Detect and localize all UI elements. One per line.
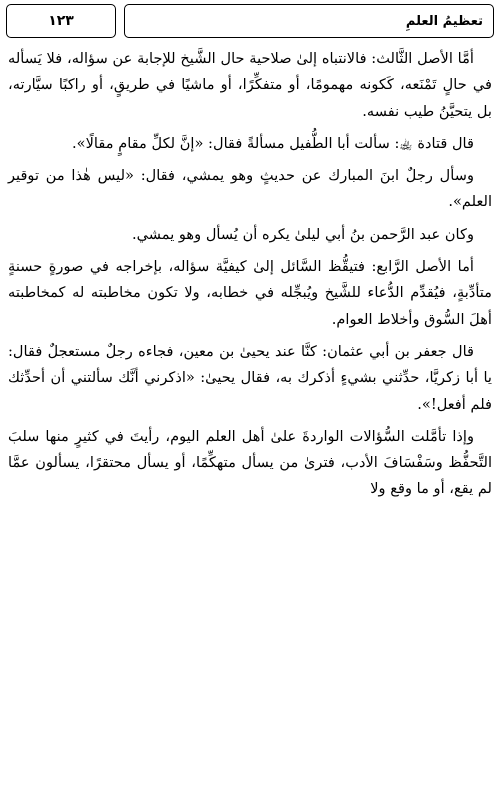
paragraph-questions-today: وإذا تأمَّلت السُّؤالات الواردةَ علىٰ أهل العلم اليوم، رأيتَ في كثيرٍ منها سلبَ التَّحفُّظ وسَفْسَافَ الأدب، فترىٰ من يسأل متهكِّمًا، أو يسأل محتقرًا، يسألون عمَّا لم يقع، أو ما وقع ولا xyxy=(8,427,492,498)
page-number: ١٢٣ xyxy=(6,4,116,38)
paragraph-ibn-mubarak: وسأل رجلٌ ابنَ المبارك عن حديثٍ وهو يمشي، فقال: «ليس هٰذا من توقير العلم». xyxy=(8,167,492,211)
paragraph-fourth-principle: أما الأصل الرَّابع: فتيقُّظ السَّائل إلىٰ كيفيَّة سؤاله، بإخراجه في صورةٍ حسنةٍ متأدِّبةٍ، فيُقدِّم الدُّعاء للشَّيخ ويُبجِّله في خطابه، ولا تكون مخاطبته له كمخاطبته أهلَ السُّوق وأخلاط العوام. xyxy=(8,258,492,328)
paragraph-third-principle: أمَّا الأصل الثَّالث: فالانتباه إلىٰ صلاحية حال الشَّيخ للإجابة عن سؤاله، فلا يَسأله في حالٍ تَمْنَعه، كَكونه مهمومًا، أو متفكِّرًا، أو ماشيًا في طريقٍ، أو راكبًا سيَّارته، بل يتحيَّنُ طيب نفسه. xyxy=(8,50,492,120)
running-title: تعظيمُ العلمِ xyxy=(124,4,494,38)
paragraph-ibn-abi-layla: وكان عبد الرَّحمن بنُ أبي ليلىٰ يكره أن يُسأل وهو يمشي. xyxy=(131,225,474,243)
paragraph-qatada: قال قتادة ﵀: سألت أبا الطُّفيل مسألةً فقال: «إنَّ لكلِّ مقامٍ مقالًا». xyxy=(72,134,474,152)
paragraph-jafar: قال جعفر بن أبي عثمان: كنَّا عند يحيىٰ بن معين، فجاءه رجلٌ مستعجلٌ فقال: يا أبا زكريَّا، حدِّثني بشيءٍ أذكرك به، فقال يحيىٰ: «اذكرني أنَّك سألتني أن أحدِّثك فلم أفعل!». xyxy=(8,342,492,413)
page-header xyxy=(6,4,494,38)
page-body xyxy=(8,46,492,787)
